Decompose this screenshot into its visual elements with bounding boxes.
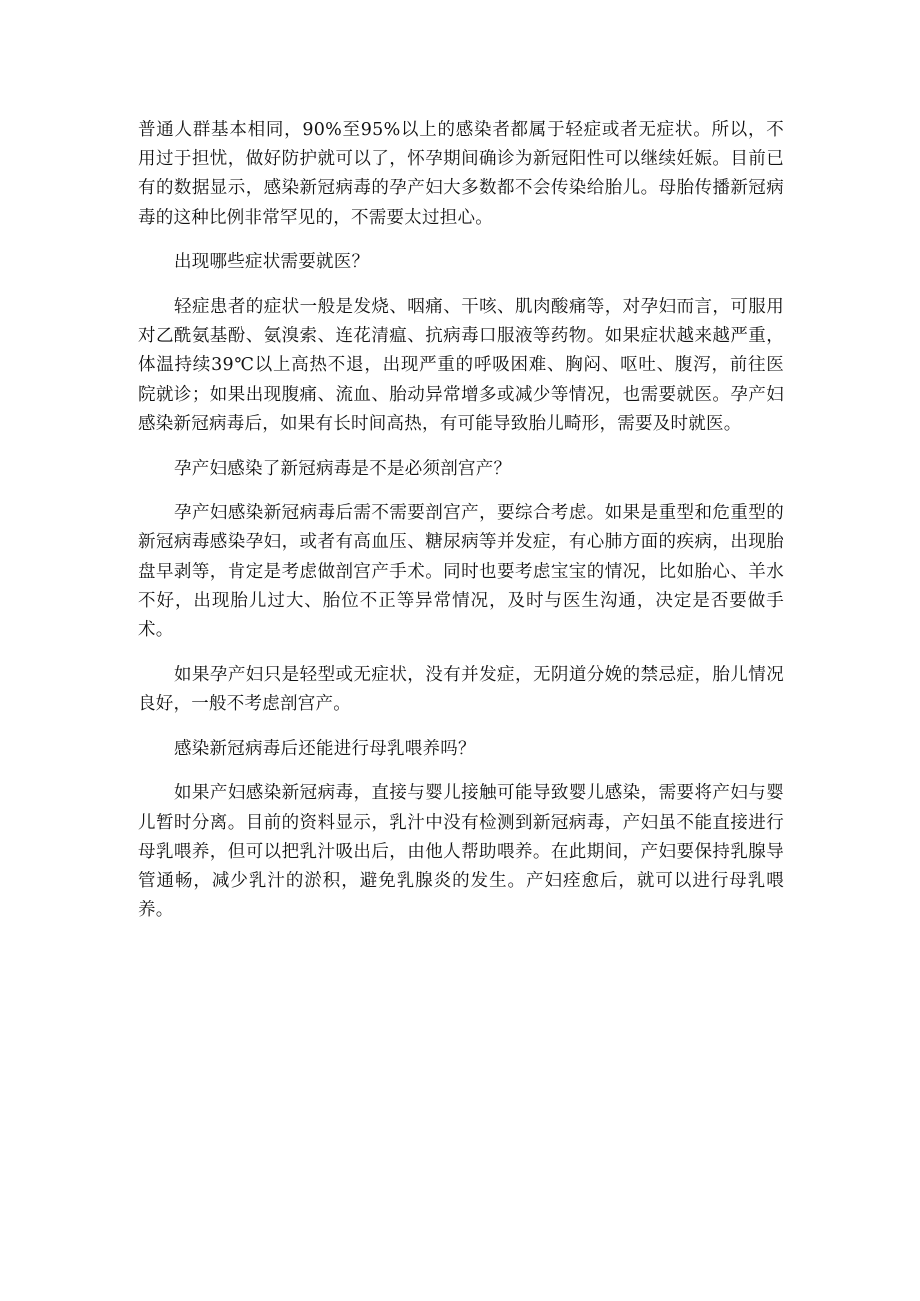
- paragraph-cesarean: 孕产妇感染新冠病毒后需不需要剖宫产，要综合考虑。如果是重型和危重型的新冠病毒感染孕妇，或者有高血压、糖尿病等并发症，有心肺方面的疾病，出现胎盘早剥等，肯定是考虑做剖宫产手术。同时也要考虑宝宝的情况，比如胎心、羊水不好，出现胎儿过大、胎位不正等异常情况，及时与医生沟通，决定是否要做手术。: [138, 503, 784, 641]
- paragraph-cesarean-mild: 如果孕产妇只是轻型或无症状，没有并发症，无阴道分娩的禁忌症，胎儿情况良好，一般不考虑剖宫产。: [138, 664, 784, 714]
- question-heading-symptoms: 出现哪些症状需要就医？: [174, 252, 370, 273]
- question-heading-breastfeeding: 感染新冠病毒后还能进行母乳喂养吗？: [174, 738, 476, 759]
- paragraph-breastfeeding: 如果产妇感染新冠病毒，直接与婴儿接触可能导致婴儿感染，需要将产妇与婴儿暂时分离。目前的资料显示，乳汁中没有检测到新冠病毒，产妇虽不能直接进行母乳喂养，但可以把乳汁吸出后，由他人帮助喂养。在此期间，产妇要保持乳腺导管通畅，减少乳汁的淤积，避免乳腺炎的发生。产妇痊愈后，就可以进行母乳喂养。: [138, 783, 784, 921]
- document-page: [138, 116, 784, 941]
- paragraph-symptoms: 轻症患者的症状一般是发烧、咽痛、干咳、肌肉酸痛等，对孕妇而言，可服用对乙酰氨基酚、氨溴索、连花清瘟、抗病毒口服液等药物。如果症状越来越严重，体温持续39℃以上高热不退，出现严重的呼吸困难、胸闷、呕吐、腹泻，前往医院就诊；如果出现腹痛、流血、胎动异常增多或减少等情况，也需要就医。孕产妇感染新冠病毒后，如果有长时间高热，有可能导致胎儿畸形，需要及时就医。: [138, 297, 784, 434]
- question-heading-cesarean: 孕产妇感染了新冠病毒是不是必须剖宫产？: [174, 458, 512, 479]
- paragraph-continuation: 普通人群基本相同，90%至95%以上的感染者都属于轻症或者无症状。所以，不用过于担忧，做好防护就可以了，怀孕期间确诊为新冠阳性可以继续妊娠。目前已有的数据显示，感染新冠病毒的孕产妇大多数都不会传染给胎儿。母胎传播新冠病毒的这种比例非常罕见的，不需要太过担心。: [138, 120, 784, 228]
